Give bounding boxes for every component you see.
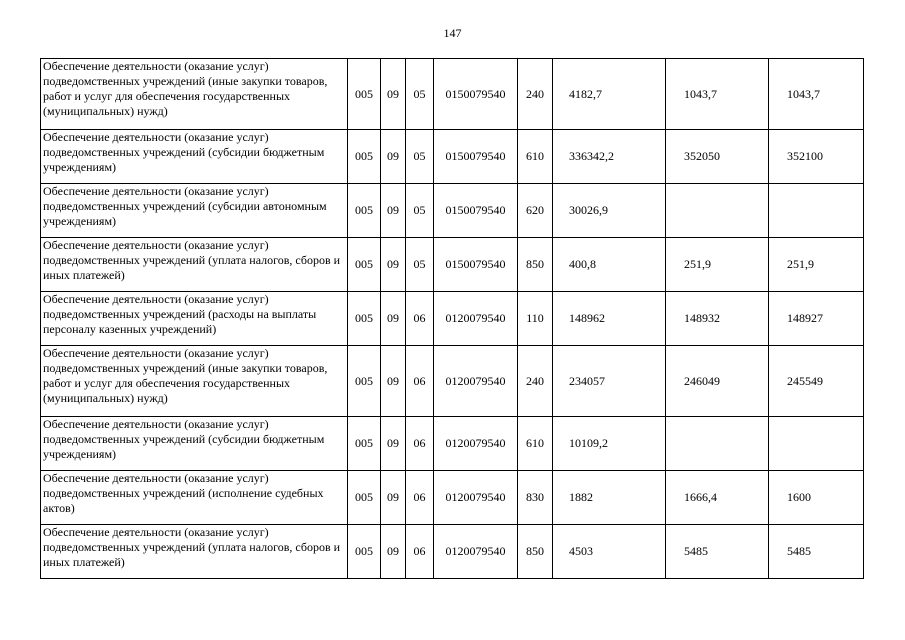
subsection-code-cell: 05 [406,238,434,292]
target-article-cell: 0150079540 [434,130,518,184]
amount-year2-cell: 5485 [666,525,769,579]
subsection-code-cell: 05 [406,184,434,238]
section-code-cell: 09 [381,292,406,346]
section-code-cell: 09 [381,130,406,184]
target-article-cell: 0120079540 [434,417,518,471]
expense-name-cell: Обеспечение деятельности (оказание услуг) подведомственных учреждений (иные закупки товаров, работ и услуг для обеспечения государственных (муниципальных) нужд) [41,346,348,417]
subsection-code-cell: 05 [406,59,434,130]
amount-year1-cell: 4503 [553,525,666,579]
expense-name-cell: Обеспечение деятельности (оказание услуг) подведомственных учреждений (расходы на выплаты персоналу казенных учреждений) [41,292,348,346]
expense-name-cell: Обеспечение деятельности (оказание услуг) подведомственных учреждений (субсидии автономным учреждениям) [41,184,348,238]
amount-year2-cell: 1043,7 [666,59,769,130]
amount-year1-cell: 234057 [553,346,666,417]
expense-type-cell: 620 [518,184,553,238]
target-article-cell: 0150079540 [434,59,518,130]
subsection-code-cell: 06 [406,525,434,579]
table-body [41,59,864,579]
ministry-code-cell: 005 [348,525,381,579]
table-row [41,130,864,184]
amount-year1-cell: 148962 [553,292,666,346]
amount-year2-cell [666,417,769,471]
subsection-code-cell: 05 [406,130,434,184]
table-row [41,184,864,238]
amount-year2-cell: 1666,4 [666,471,769,525]
amount-year1-cell: 1882 [553,471,666,525]
expense-type-cell: 850 [518,525,553,579]
table-row [41,346,864,417]
amount-year3-cell: 1600 [769,471,864,525]
expense-type-cell: 610 [518,130,553,184]
expense-type-cell: 610 [518,417,553,471]
amount-year3-cell: 1043,7 [769,59,864,130]
section-code-cell: 09 [381,238,406,292]
amount-year2-cell: 148932 [666,292,769,346]
amount-year2-cell: 251,9 [666,238,769,292]
amount-year3-cell: 5485 [769,525,864,579]
ministry-code-cell: 005 [348,130,381,184]
expense-name-cell: Обеспечение деятельности (оказание услуг) подведомственных учреждений (субсидии бюджетным учреждениям) [41,130,348,184]
subsection-code-cell: 06 [406,417,434,471]
amount-year3-cell: 251,9 [769,238,864,292]
expense-type-cell: 240 [518,59,553,130]
subsection-code-cell: 06 [406,471,434,525]
section-code-cell: 09 [381,417,406,471]
amount-year1-cell: 30026,9 [553,184,666,238]
section-code-cell: 09 [381,59,406,130]
expense-type-cell: 850 [518,238,553,292]
amount-year3-cell: 148927 [769,292,864,346]
amount-year1-cell: 336342,2 [553,130,666,184]
table-row [41,238,864,292]
target-article-cell: 0150079540 [434,238,518,292]
ministry-code-cell: 005 [348,346,381,417]
ministry-code-cell: 005 [348,238,381,292]
expense-type-cell: 240 [518,346,553,417]
table-row [41,292,864,346]
section-code-cell: 09 [381,184,406,238]
target-article-cell: 0120079540 [434,292,518,346]
subsection-code-cell: 06 [406,292,434,346]
ministry-code-cell: 005 [348,471,381,525]
expense-name-cell: Обеспечение деятельности (оказание услуг) подведомственных учреждений (исполнение судебных актов) [41,471,348,525]
amount-year1-cell: 400,8 [553,238,666,292]
table-row [41,471,864,525]
expense-type-cell: 830 [518,471,553,525]
table-row [41,417,864,471]
section-code-cell: 09 [381,525,406,579]
expense-name-cell: Обеспечение деятельности (оказание услуг) подведомственных учреждений (уплата налогов, сборов и иных платежей) [41,238,348,292]
section-code-cell: 09 [381,471,406,525]
ministry-code-cell: 005 [348,184,381,238]
amount-year1-cell: 10109,2 [553,417,666,471]
section-code-cell: 09 [381,346,406,417]
page-number: 147 [443,26,462,40]
table-row [41,59,864,130]
amount-year3-cell: 245549 [769,346,864,417]
target-article-cell: 0120079540 [434,525,518,579]
budget-table [40,58,864,579]
amount-year2-cell: 352050 [666,130,769,184]
amount-year3-cell: 352100 [769,130,864,184]
ministry-code-cell: 005 [348,292,381,346]
target-article-cell: 0120079540 [434,346,518,417]
target-article-cell: 0150079540 [434,184,518,238]
amount-year3-cell [769,417,864,471]
amount-year1-cell: 4182,7 [553,59,666,130]
table-row [41,525,864,579]
ministry-code-cell: 005 [348,417,381,471]
expense-name-cell: Обеспечение деятельности (оказание услуг) подведомственных учреждений (иные закупки товаров, работ и услуг для обеспечения государственных (муниципальных) нужд) [41,59,348,130]
amount-year2-cell [666,184,769,238]
ministry-code-cell: 005 [348,59,381,130]
target-article-cell: 0120079540 [434,471,518,525]
expense-name-cell: Обеспечение деятельности (оказание услуг) подведомственных учреждений (уплата налогов, сборов и иных платежей) [41,525,348,579]
amount-year2-cell: 246049 [666,346,769,417]
amount-year3-cell [769,184,864,238]
subsection-code-cell: 06 [406,346,434,417]
expense-name-cell: Обеспечение деятельности (оказание услуг) подведомственных учреждений (субсидии бюджетным учреждениям) [41,417,348,471]
expense-type-cell: 110 [518,292,553,346]
